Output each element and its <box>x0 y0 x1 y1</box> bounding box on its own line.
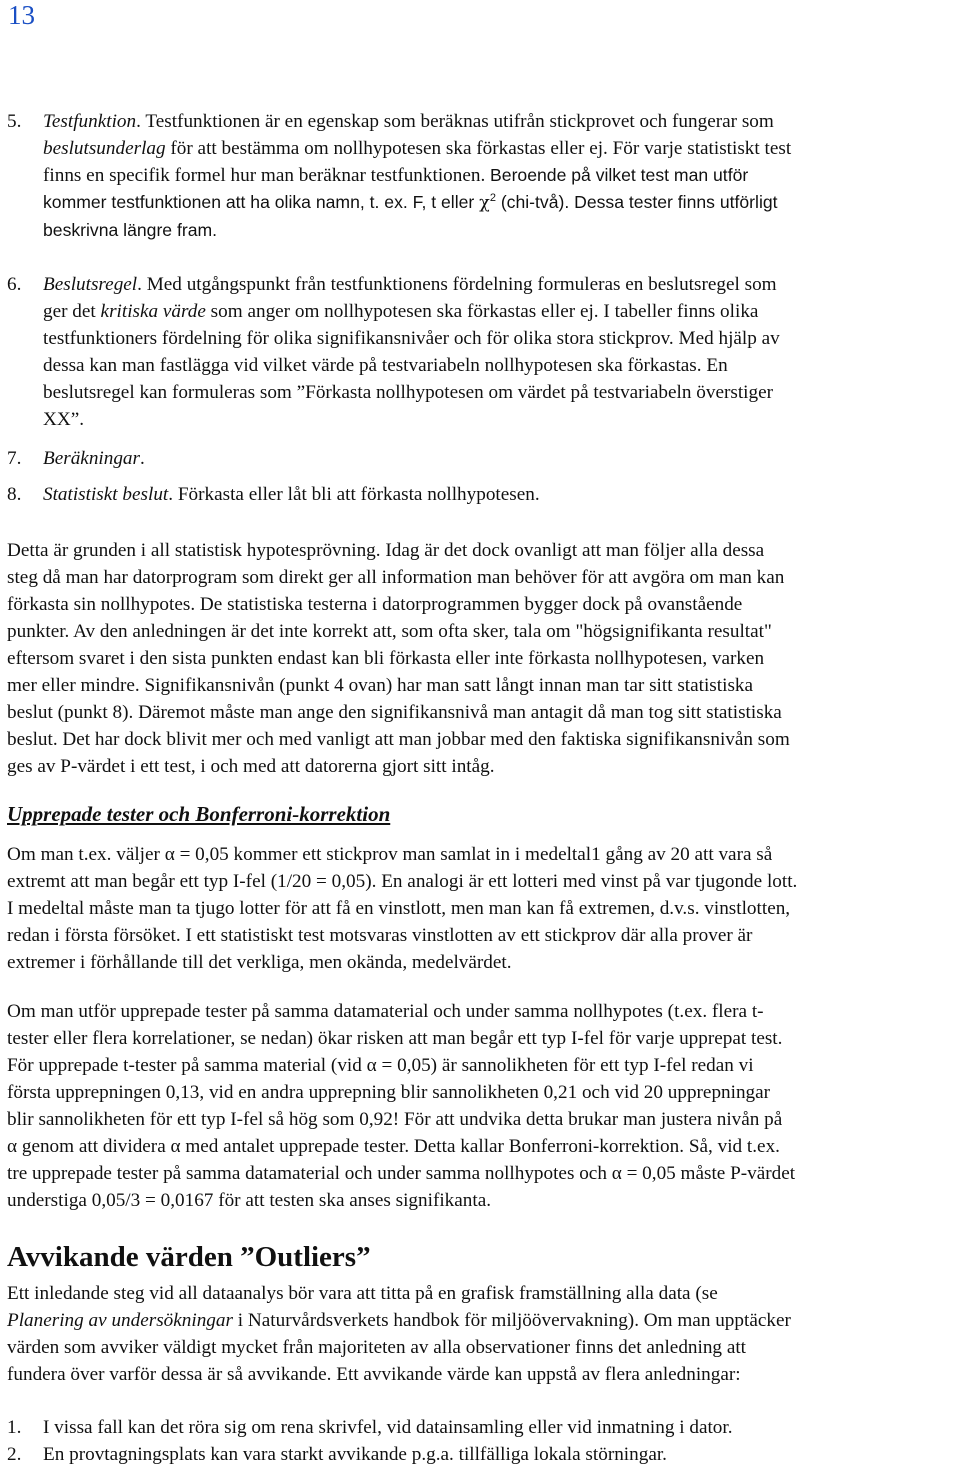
text: som anger om nollhypotesen ska förkastas eller ej. I tabeller finns olika <box>205 301 759 322</box>
text-line: Om man t.ex. väljer α = 0,05 kommer ett stickprov man samlat in i medeltal1 gång av 20 att vara så <box>7 844 773 865</box>
list-item-5 <box>7 108 957 244</box>
text-line: tre upprepade tester på samma datamaterial och under samma nollhypotes och α = 0,05 måste P-värdet <box>7 1163 796 1184</box>
text-sans: kommer testfunktionen att ha olika namn, t. ex. F, t eller <box>43 192 480 212</box>
term: Testfunktion <box>43 111 137 132</box>
item-number: 7. <box>7 448 22 469</box>
item-text: I vissa fall kan det röra sig om rena skrivfel, vid datainsamling eller vid inmatning i dator. <box>43 1417 733 1438</box>
text-line: För upprepade t-tester på samma material (vid α = 0,05) är sannolikheten för ett typ I-fel redan vi <box>7 1055 754 1076</box>
text-line: steg då man har datorprogram som direkt ger all information man behöver för att avgöra om man kan <box>7 567 785 588</box>
term-inline: kritiska värde <box>100 301 206 322</box>
text-line: beslut (punkt 8). Däremot måste man ange den signifikansnivå man antagit då man tog sitt statistiska <box>7 702 782 723</box>
text: i Naturvårdsverkets handbok för miljöövervakning). Om man upptäcker <box>232 1310 791 1331</box>
text-line: värden som avviker väldigt mycket från majoriteten av alla observationer finns det anledning att <box>7 1337 746 1358</box>
item-number: 8. <box>7 484 22 505</box>
text: dessa kan man fastlägga vid vilket värde på testvariabeln nollhypotesen ska förkastas. En <box>43 355 728 376</box>
text: . Med utgångspunkt från testfunktionens fördelning formuleras en beslutsregel som <box>137 274 777 295</box>
text: ger det <box>43 301 101 322</box>
paragraph-hypothesis-testing <box>7 537 957 780</box>
text-line: redan i första försöket. I ett statistiskt test motsvaras vinstlotten av ett stickprov där alla prover är <box>7 925 753 946</box>
chi-symbol: χ <box>479 193 490 213</box>
text-line: förkasta sin nollhypotes. De statistiska testerna i datorprogrammen bygger dock på ovanstående <box>7 594 743 615</box>
item-number: 1. <box>7 1417 22 1438</box>
text-line: tester eller flera korrelationer, se nedan) ökar risken att man begår ett typ I-fel för varje upprepat test. <box>7 1028 783 1049</box>
page-number: 13 <box>8 0 35 30</box>
item-number: 2. <box>7 1444 22 1465</box>
paragraph-alpha <box>7 841 957 976</box>
term: Statistiskt beslut <box>43 484 169 505</box>
text-line: mer eller mindre. Signifikansnivån (punkt 4 ovan) har man satt långt innan man tar sitt statistiska <box>7 675 754 696</box>
text: beslutsregel kan formuleras som ”Förkasta nollhypotesen om värdet på testvariabeln överstiger <box>43 382 773 403</box>
text-line: extremer i förhållande till det verkliga, men okända, medelvärdet. <box>7 952 512 973</box>
text-sans: (chi-två). Dessa tester finns utförligt <box>495 192 778 212</box>
text-line: extremt att man begår ett typ I-fel (1/20 = 0,05). En analogi är ett lotteri med vinst på var tjugonde lott. <box>7 871 798 892</box>
term-inline: beslutsunderlag <box>43 138 166 159</box>
text-line: understiga 0,05/3 = 0,0167 för att testen ska anses signifikanta. <box>7 1190 492 1211</box>
list-item-8 <box>7 481 957 508</box>
text-line: punkter. Av den anledningen är det inte korrekt att, som ofta sker, tala om "högsignifikanta resultat" <box>7 621 772 642</box>
text-line: Om man utför upprepade tester på samma datamaterial och under samma nollhypotes (t.ex. flera t- <box>7 1001 764 1022</box>
heading-outliers: Avvikande värden ”Outliers” <box>7 1241 371 1273</box>
superscript: 2 <box>489 192 496 204</box>
text: XX”. <box>43 409 85 430</box>
text: testfunktioners fördelning för olika signifikansnivåer och för olika stora stickprov. Med hjälp av <box>43 328 780 349</box>
term: Beräkningar <box>43 448 140 469</box>
list-item-6 <box>7 271 957 433</box>
text-line: ges av P-värdet i ett test, i och med att datorerna gjort sitt intåg. <box>7 756 495 777</box>
text-line: eftersom svaret i den sista punkten endast kan bli förkasta eller inte förkasta nollhypotesen, varken <box>7 648 765 669</box>
text-line: Ett inledande steg vid all dataanalys bör vara att titta på en grafisk framställning alla data (se <box>7 1283 718 1304</box>
text-sans: Beroende på vilket test man utför <box>490 165 749 185</box>
text-line: α genom att dividera α med antalet upprepade tester. Detta kallar Bonferroni-korrektion. Så, vid t.ex. <box>7 1136 780 1157</box>
text-line: beslut. Det har dock blivit mer och med vanligt att man jobbar med den faktiska signifikansnivån som <box>7 729 790 750</box>
term-inline: Planering av undersökningar <box>7 1310 233 1331</box>
item-text: En provtagningsplats kan vara starkt avvikande p.g.a. tillfälliga lokala störningar. <box>43 1444 667 1465</box>
term: Beslutsregel <box>43 274 138 295</box>
list-item-7 <box>7 445 957 472</box>
text-line: Detta är grunden i all statistisk hypotesprövning. Idag är det dock ovanligt att man följer alla dessa <box>7 540 765 561</box>
item-number: 6. <box>7 274 22 295</box>
paragraph-outliers <box>7 1280 957 1388</box>
text-line: första upprepningen 0,13, vid en andra upprepning blir sannolikheten 0,21 och vid 20 upprepningar <box>7 1082 771 1103</box>
text: finns en specifik formel hur man beräknar testfunktionen. <box>43 165 491 186</box>
outlier-reasons-list <box>7 1414 957 1468</box>
text-line: fundera över varför dessa är så avvikande. Ett avvikande värde kan uppstå av flera anledningar: <box>7 1364 741 1385</box>
list-item <box>7 1441 957 1468</box>
text: . Testfunktionen är en egenskap som beräknas utifrån stickprovet och fungerar som <box>136 111 774 132</box>
item-number: 5. <box>7 111 22 132</box>
text: . Förkasta eller låt bli att förkasta nollhypotesen. <box>168 484 540 505</box>
text: för att bestämma om nollhypotesen ska förkastas eller ej. För varje statistiskt test <box>165 138 792 159</box>
heading-bonferroni: Upprepade tester och Bonferroni-korrektion <box>7 802 391 826</box>
text-line: blir sannolikheten för ett typ I-fel så hög som 0,92! För att undvika detta brukar man justera nivån på <box>7 1109 783 1130</box>
text: . <box>140 448 145 469</box>
text-line: I medeltal måste man ta tjugo lotter för att få en vinstlott, men man kan få extremen, d.v.s. vinstlotten, <box>7 898 791 919</box>
list-item <box>7 1414 957 1441</box>
paragraph-repeated-tests <box>7 998 957 1214</box>
text-sans: beskrivna längre fram. <box>43 220 218 240</box>
